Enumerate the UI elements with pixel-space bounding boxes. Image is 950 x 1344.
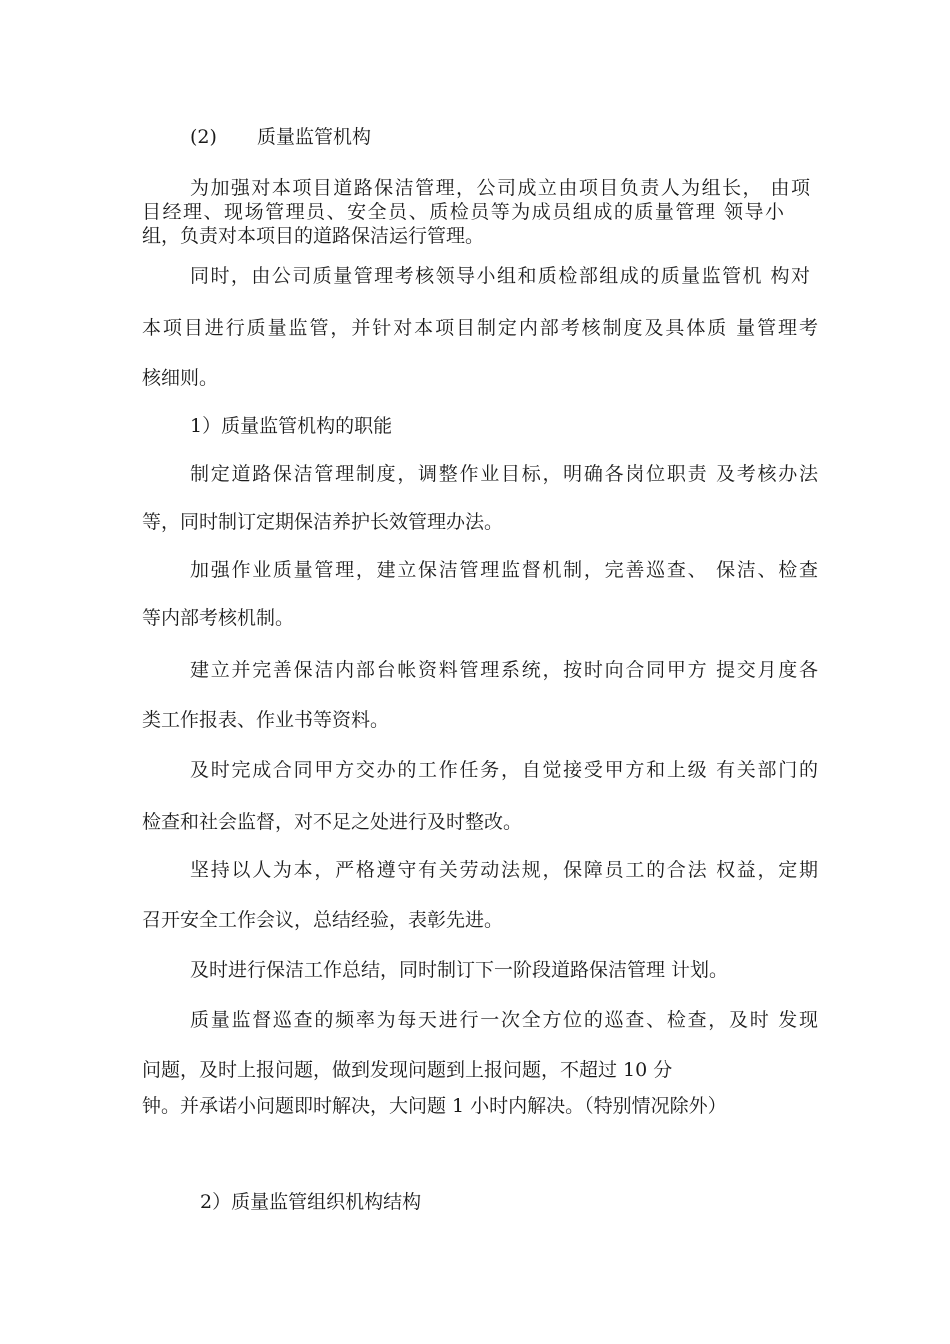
paragraph-line: 质量监督巡查的频率为每天进行一次全方位的巡查、检查，及时 发现 — [190, 1009, 818, 1031]
paragraph-line: 组，负责对本项目的道路保洁运行管理。 — [142, 225, 485, 247]
paragraph-line: 钟。并承诺小问题即时解决，大问题 1 小时内解决。（特别情况除外） — [142, 1095, 727, 1117]
paragraph-line: 本项目进行质量监管，并针对本项目制定内部考核制度及具体质 量管理考 — [142, 317, 818, 339]
paragraph-line: 制定道路保洁管理制度，调整作业目标，明确各岗位职责 及考核办法 — [190, 463, 818, 485]
paragraph-line: 为加强对本项目道路保洁管理，公司成立由项目负责人为组长， 由项 — [190, 177, 810, 199]
paragraph-line: 核细则。 — [142, 367, 219, 389]
section-heading-number: (2) — [190, 126, 217, 148]
paragraph-line: 等内部考核机制。 — [142, 607, 295, 629]
paragraph-line: 及时进行保洁工作总结，同时制订下一阶段道路保洁管理 计划。 — [190, 959, 729, 981]
paragraph-line: 问题，及时上报问题，做到发现问题到上报问题，不超过 10 分 — [142, 1059, 673, 1081]
paragraph-line: 召开安全工作会议，总结经验，表彰先进。 — [142, 909, 504, 931]
paragraph-line: 类工作报表、作业书等资料。 — [142, 709, 390, 731]
paragraph-line: 同时，由公司质量管理考核领导小组和质检部组成的质量监管机 构对 — [190, 265, 810, 287]
paragraph-line: 目经理、现场管理员、安全员、质检员等为成员组成的质量管理 领导小 — [142, 201, 784, 223]
paragraph-line: 及时完成合同甲方交办的工作任务，自觉接受甲方和上级 有关部门的 — [190, 759, 818, 781]
subsection-heading: 1）质量监管机构的职能 — [190, 415, 393, 437]
section-heading-title: 质量监管机构 — [257, 126, 372, 148]
paragraph-line: 坚持以人为本，严格遵守有关劳动法规，保障员工的合法 权益，定期 — [190, 859, 818, 881]
paragraph-line: 建立并完善保洁内部台帐资料管理系统，按时向合同甲方 提交月度各 — [190, 659, 818, 681]
paragraph-line: 加强作业质量管理，建立保洁管理监督机制，完善巡查、 保洁、检查 — [190, 559, 818, 581]
subsection-heading: 2）质量监管组织机构结构 — [200, 1191, 422, 1213]
paragraph-line: 检查和社会监督，对不足之处进行及时整改。 — [142, 811, 523, 833]
paragraph-line: 等，同时制订定期保洁养护长效管理办法。 — [142, 511, 504, 533]
